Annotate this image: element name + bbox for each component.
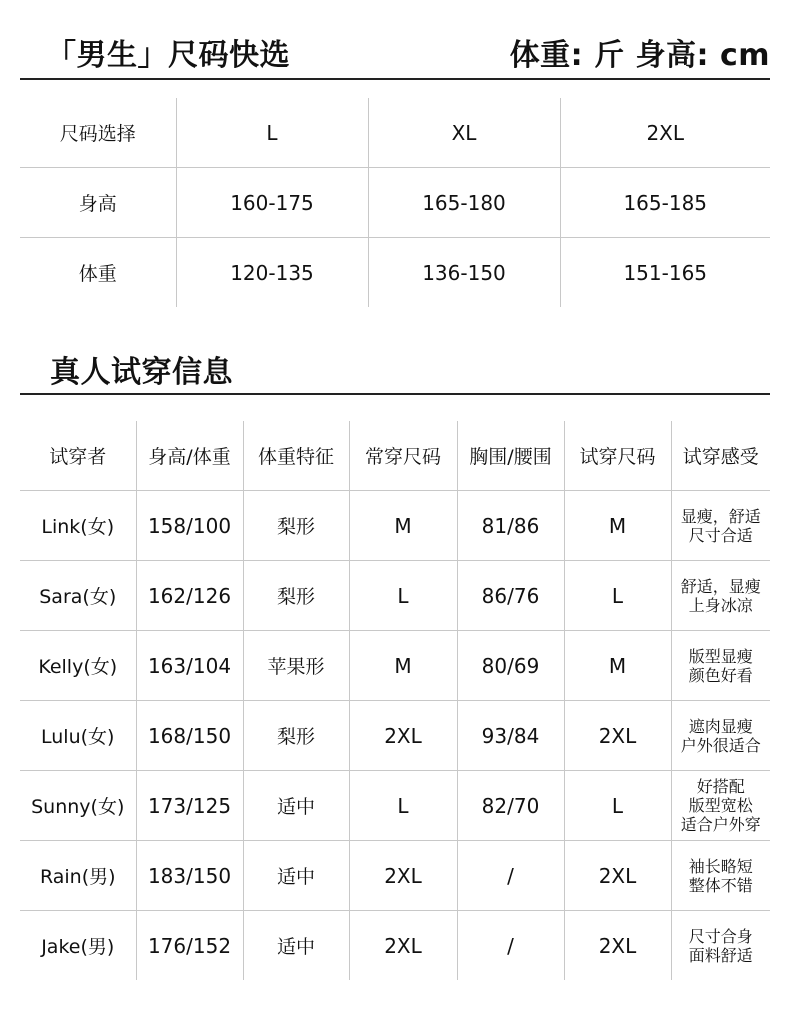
feedback: 显瘦，舒适 尺寸合适 [671,491,770,561]
table-row [20,841,770,911]
bust-waist: 93/84 [457,701,564,771]
size-header-label: 尺码选择 [20,98,176,168]
body-type: 梨形 [243,561,349,631]
height-weight: 163/104 [136,631,243,701]
usual-size: 2XL [349,701,457,771]
tester-name: Link(女) [20,491,136,561]
usual-size: 2XL [349,841,457,911]
size-header-row [20,98,770,168]
cell: 165-185 [560,168,770,238]
body-type: 适中 [243,911,349,981]
feedback: 好搭配 版型宽松 适合户外穿 [671,771,770,841]
table-row [20,911,770,981]
tried-size: 2XL [564,911,671,981]
feedback: 遮肉显瘦 户外很适合 [671,701,770,771]
usual-size: L [349,561,457,631]
divider [20,78,770,80]
header-cell: 体重特征 [243,421,349,491]
table-row [20,701,770,771]
table-row [20,561,770,631]
tried-size: 2XL [564,701,671,771]
trial-table [20,421,770,980]
tried-size: 2XL [564,841,671,911]
height-weight: 168/150 [136,701,243,771]
height-weight: 158/100 [136,491,243,561]
header-cell: 常穿尺码 [349,421,457,491]
height-weight: 183/150 [136,841,243,911]
height-weight: 162/126 [136,561,243,631]
cell: 160-175 [176,168,368,238]
height-weight: 173/125 [136,771,243,841]
units-label: 体重: 斤 身高: cm [509,38,770,73]
height-weight: 176/152 [136,911,243,981]
divider [20,393,770,395]
bust-waist: 82/70 [457,771,564,841]
header-cell: 身高/体重 [136,421,243,491]
trial-header-row [20,421,770,491]
size-guide-title: 「男生」尺码快选 [46,38,290,73]
cell: 151-165 [560,238,770,308]
usual-size: 2XL [349,911,457,981]
body-type: 适中 [243,771,349,841]
usual-size: M [349,491,457,561]
body-type: 苹果形 [243,631,349,701]
cell: 165-180 [368,168,560,238]
header-cell: 试穿感受 [671,421,770,491]
row-label: 体重 [78,263,117,285]
size-col-XL: XL [368,98,560,168]
trial-info-title: 真人试穿信息 [50,355,233,390]
size-table [20,98,770,307]
tester-name: Lulu(女) [20,701,136,771]
usual-size: L [349,771,457,841]
body-type: 适中 [243,841,349,911]
feedback: 舒适，显瘦 上身冰凉 [671,561,770,631]
tester-name: Rain(男) [20,841,136,911]
cell: 136-150 [368,238,560,308]
tester-name: Kelly(女) [20,631,136,701]
tester-name: Jake(男) [41,936,115,958]
cell: 120-135 [176,238,368,308]
size-col-L: L [176,98,368,168]
bust-waist: 81/86 [457,491,564,561]
body-type: 梨形 [243,491,349,561]
body-type: 梨形 [243,701,349,771]
table-row [20,491,770,561]
bust-waist: / [457,841,564,911]
tried-size: L [564,561,671,631]
tester-name: Sunny(女) [20,771,136,841]
row-label: 身高 [20,168,176,238]
bust-waist: 86/76 [457,561,564,631]
header-cell: 胸围/腰围 [457,421,564,491]
height-row [20,168,770,238]
feedback: 袖长略短 整体不错 [671,841,770,911]
table-row [20,631,770,701]
usual-size: M [349,631,457,701]
weight-row [20,238,770,308]
bust-waist: / [457,911,564,981]
size-col-2XL: 2XL [560,98,770,168]
tried-size: M [564,631,671,701]
feedback: 版型显瘦 颜色好看 [671,631,770,701]
bust-waist: 80/69 [457,631,564,701]
tried-size: M [564,491,671,561]
header-cell: 试穿者 [20,421,136,491]
header-cell: 试穿尺码 [564,421,671,491]
table-row [20,771,770,841]
feedback: 尺寸合身 面料舒适 [671,911,770,981]
tester-name: Sara(女) [20,561,136,631]
tried-size: L [564,771,671,841]
